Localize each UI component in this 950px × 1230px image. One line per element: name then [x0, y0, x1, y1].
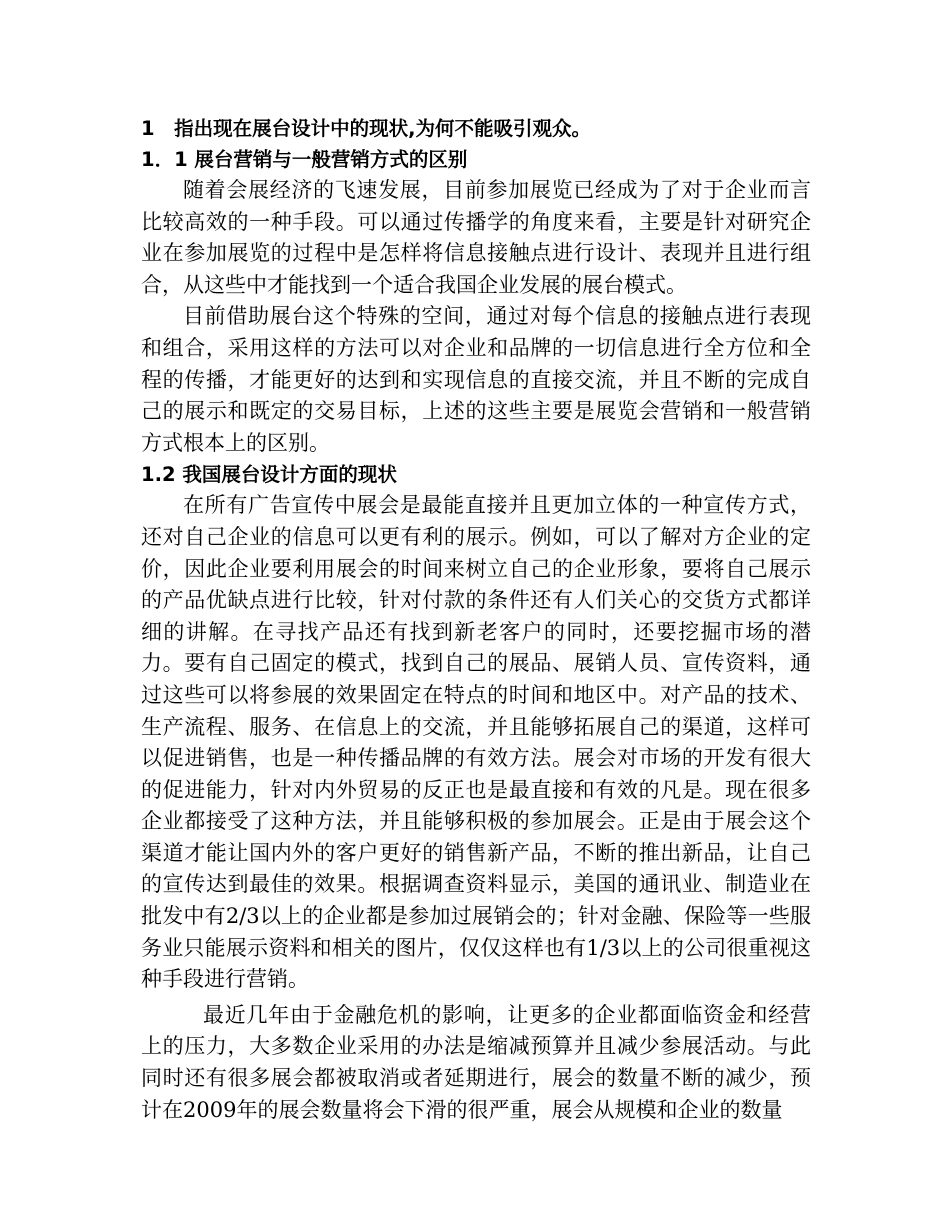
paragraph-2: 目前借助展台这个特殊的空间，通过对每个信息的接触点进行表现和组合，采用这样的方法可以对企业和品牌的一切信息进行全方位和全程的传播，才能更好的达到和实现信息的直接交流，并且不断的完成自己的展示和既定的交易目标，上述的这些主要是展览会营销和一般营销方式根本上的区别。 [141, 304, 811, 455]
section-1-2-heading: 1.2 我国展台设计方面的现状 [141, 463, 397, 487]
document-body [141, 113, 811, 1126]
paragraph-1: 随着会展经济的飞速发展，目前参加展览已经成为了对于企业而言比较高效的一种手段。可以通过传播学的角度来看，主要是针对研究企业在参加展览的过程中是怎样将信息接触点进行设计、表现并且进行组合，从这些中才能找到一个适合我国企业发展的展台模式。 [141, 178, 811, 297]
section-1-heading: 1 指出现在展台设计中的现状,为何不能吸引观众。 [141, 117, 591, 140]
paragraph-4: 最近几年由于金融危机的影响，让更多的企业都面临资金和经营上的压力，大多数企业采用的办法是缩减预算并且减少参展活动。与此同时还有很多展会都被取消或者延期进行，展会的数量不断的减少，预计在2009年的展会数量将会下滑的很严重，展会从规模和企业的数量 [141, 1002, 811, 1122]
paragraph-3: 在所有广告宣传中展会是最能直接并且更加立体的一种宣传方式，还对自己企业的信息可以更有利的展示。例如，可以了解对方企业的定价，因此企业要利用展会的时间来树立自己的企业形象，要将自己展示的产品优缺点进行比较，针对付款的条件还有人们关心的交货方式都详细的讲解。在寻找产品还有找到新老客户的同时，还要挖掘市场的潜力。要有自己固定的模式，找到自己的展品、展销人员、宣传资料，通过这些可以将参展的效果固定在特点的时间和地区中。对产品的技术、生产流程、服务、在信息上的交流，并且能够拓展自己的渠道，这样可以促进销售，也是一种传播品牌的有效方法。展会对市场的开发有很大的促进能力，针对内外贸易的反正也是最直接和有效的凡是。现在很多企业都接受了这种方法，并且能够积极的参加展会。正是由于展会这个渠道才能让国内外的客户更好的销售新产品，不断的推出新品，让自己的宣传达到最佳的效果。根据调查资料显示，美国的通讯业、制造业在批发中有2/3以上的企业都是参加过展销会的；针对金融、保险等一些服务业只能展示资料和相关的图片，仅仅这样也有1/3以上的公司很重视这种手段进行营销。 [141, 493, 811, 992]
section-1-1-heading: 1．1 展台营销与一般营销方式的区别 [141, 148, 468, 171]
